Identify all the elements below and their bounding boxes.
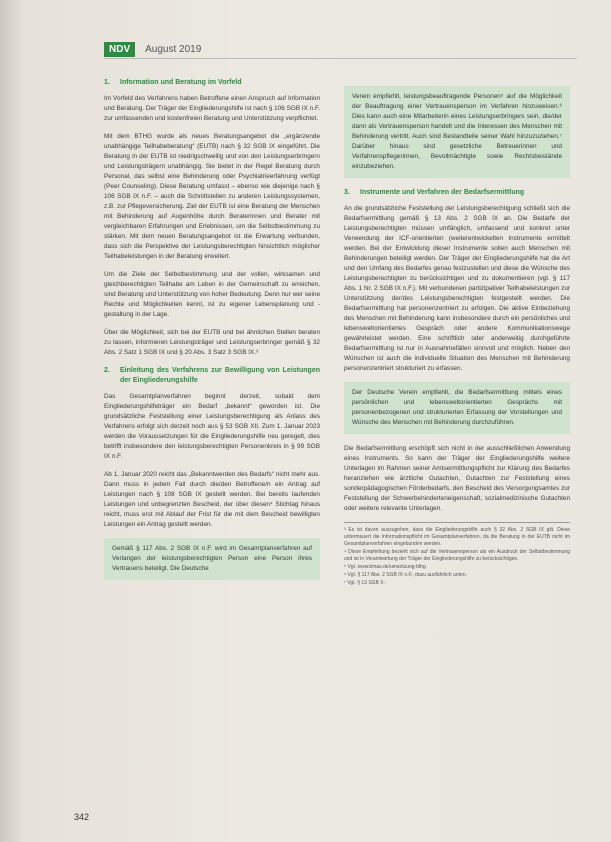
paragraph: An die grundsätzliche Feststellung der Leistungsberechtigung schließt sich die Bedarfsermittlung gemäß § 13 Abs. 2 SGB IX an. Die Bedarfe der Leistungsberechtigten müssen umfänglich, umfassend und konkret unter Verwendung der ICF-orientierten (weiterentwickelten Instrumente ermittelt werden. Bei der Entwicklung dieser Instrumente sollen auch Menschen mit Behinderungen beteiligt werden. Der Träger der Eingliederungshilfe hat die Art und den Umfang des Bedarfes genau festzustellen und diese die Wünsche des Leistungsberechtigten zu berücksichtigen und zu dokumentieren (vgl. § 117 Abs. 1 Nr. 2 SGB IX n.F.). Mit verbundenen partizipativer Teilhabeleistungen zur Unterstützung der/des Leistungsberechtigten festgestellt werden. Die Bedarfsermittlung hat personenzentriert zu erfolgen. Die aktive Einbeziehung des Menschen mit Behinderung kann insbesondere durch ein persönliches und lebensweltorientiertes Gespräch oder andere Kommunikationswege gewährleistet werden. Eine schriftlich oder anderweitig durchgeführte Bedarfsermittlung ist nur in Ausnahmefällen sinnvoll und möglich. Neben den Wünschen ist auch die individuelle Situation des Menschen mit Behinderung personenzentriert strukturiert zu erfassen. [344,205,570,372]
paragraph: Im Vorfeld des Verfahrens haben Betroffene einen Anspruch auf Information und Beratung. Der Träger der Eingliederungshilfe ist nach § 106 SGB IX n.F. zur umfassenden und kostenfreien Beratung und Unterstützung verpflichtet. [104,95,320,122]
footnote: ⁵ Vgl. www.bmas.de/umsetzung-bthg [344,564,426,570]
highlight-box: Der Deutsche Verein empfiehlt, die Bedarfsermittlung mittels eines persönlichen und lebensweltorientierten Gesprächs mit personenbezogenen und strukturierten Erfassung der Vorstellungen und Wünsche des Menschen mit Behinderung durchzuführen. [344,382,570,434]
footnotes [344,522,570,587]
section-1-heading [104,78,320,88]
highlight-box: Verein empfiehlt, leistungsbeauftragende Personen⁵ auf die Möglichkeit der Beauftragung einer Vertrauensperson im Verfahren hinzuweisen.⁶ Dies kann auch eine Mitarbeiterin eines Leistungserbringers sein, die/der dann als Vertrauensperson handelt und die Interessen des Menschen mit Behinderung vertritt. Auch sind Bestandteile seiner Wahl hinzuzuziehen.⁷ Darüber hinaus sind gesetzliche Betreuerinnen und Verfahrenspflegerinnen, Bevollmächtigte sowie Rechtsbeistände einzubeziehen. [344,86,570,178]
footnote: ⁶ Vgl. § 117 Abs. 2 SGB IX n.F.; dazu ausführlich unten. [344,572,467,578]
paragraph: Über die Möglichkeit, sich bei der EUTB und bei ähnlichen Stellen beraten zu lassen, informieren Leistungsträger und Leistungserbringer gemäß § 32 Abs. 2 Satz 1 SGB IX und § 20 Abs. 3 Satz 3 SGB IX.³ [104,329,320,356]
section-number: 1. [104,79,110,86]
page-number: 342 [74,812,90,822]
footnote: ⁴ Diese Empfehlung bezieht sich auf die Vertrauensperson als ein Ausdruck der Selbstbestimmung und ist in Verantwortung der Träger der Eingliederungshilfe zu berücksichtigen. [344,549,570,562]
section-number: 3. [344,189,350,196]
paragraph: Mit dem BTHG wurde als neues Beratungsangebot die „ergänzende unabhängige Teilhabeberatung“ (EUTB) nach § 32 SGB IX eingeführt. Die Beratung in der EUTB ist niedrigschwellig und von den Leistungserbringern und Leistungsträgern unabhängig. Sie bietet in der Regel Beratung durch Personal, das selbst eine Behinderung oder Psychiatrieerfahrung verfügt (Peer Counseling). Diese Beratung umfasst – ebenso wie diejenige nach § 106 SGB IX n.F. – auch die Schnittstellen zu anderen Leistungssystemen, z.B. zur Pflegeversicherung. Ziel der EUTB ist eine Beratung der Menschen mit Behinderung auf Augenhöhe durch Beraterinnen und Berater mit vergleichbaren Erfahrungen und Erlebnissen, um die Selbstbestimmung zu stärken. Mit dem neuen Beratungsangebot ist die Erwartung verbunden, dass sich die Perspektive der Leistungsberechtigten hinsichtlich möglicher Teilhabeleistungen in der Beratung erweitert. [104,133,320,260]
footnote: ³ Es ist davon auszugehen, dass die Eingliederungshilfe auch § 32 Abs. 2 SGB IX gilt. Diese untermauert die Informationspflicht im Gesamtplanverfahren, da die Beratung in der EUTB nicht im Gesamtplanverfahren eingebunden werden. [344,527,570,547]
right-column [344,86,570,588]
section-title: Instrumente und Verfahren der Bedarfsermittlung [360,189,525,196]
section-title: Einleitung des Verfahrens zur Bewilligung von Leistungen der Eingliederungshilfe [120,367,320,384]
section-number: 2. [104,367,110,374]
header-rule [104,58,577,59]
paragraph: Um die Ziele der Selbstbestimmung und der vollen, wirksamen und gleichberechtigten Teilhabe am Leben in der Gemeinschaft zu erreichen, sind Beratung und Unterstützung von hoher Bedeutung. Denn nur wer seine Rechte und Möglichkeiten kennt, ist zu eigener Lebensplanung und -gestaltung in der Lage. [104,271,320,318]
highlight-box: Gemäß § 117 Abs. 2 SGB IX n.F. wird im Gesamtplanverfahren auf Verlangen der leistungsberechtigten Person eine Person ihres Vertrauens beteiligt. Die Deutsche [104,538,320,580]
left-column [104,76,320,590]
issue-date: August 2019 [145,44,202,55]
section-title: Information und Beratung im Vorfeld [120,79,242,86]
section-2-heading [104,366,320,386]
page-header [104,42,201,57]
paragraph: Die Bedarfsermittlung erschöpft sich nicht in der ausschließlichen Anwendung eines Instruments. So kann der Träger der Eingliederungshilfe weitere Unterlagen im Rahmen seiner Amtsermittlungspflicht zur Klärung des Bedarfes heranziehen wie ärztliche Gutachten, Gutachten zur Feststellung eines sonderpädagogischen Förderbedarfs, den Bescheid des Versorgungsamtes zur Feststellung der Schwerbehinderteneigenschaft, sozialmedizinische Gutachten oder weitere relevante Unterlagen. [344,445,570,512]
footnote: ⁷ Vgl. § 13 SGB X. [344,580,385,586]
paragraph: Ab 1. Januar 2020 reicht das „Bekanntwerden des Bedarfs“ nicht mehr aus. Dann muss in jedem Fall durch die/den Betroffene/n ein Antrag auf Leistungen nach § 108 SGB IX gestellt werden. Bei bereits laufenden Leistungen und unbegrenzten Bescheid, der über diesen⁴ Stichtag hinaus reicht, muss erst mit Ablauf der Frist für die mit dem Bescheid bewilligten Leistungen ein Antrag gestellt werden. [104,471,320,528]
journal-badge: NDV [104,42,135,57]
section-3-heading [344,188,570,198]
paragraph: Das Gesamtplanverfahren beginnt derzeit, sobald dem Eingliederungshilfeträger ein Bedarf „bekannt“ geworden ist. Die grundsätzliche Feststellung einer Leistungsberechtigung als Anlass des Verfahrens erfolgt sich derzeit noch aus § 53 SGB XII. Zum 1. Januar 2023 werden die Voraussetzungen für die Eingliederungshilfe neu geregelt, dies betrifft insbesondere den leistungsberechtigten Personenkreis in § 99 SGB IX n.F. [104,393,320,460]
